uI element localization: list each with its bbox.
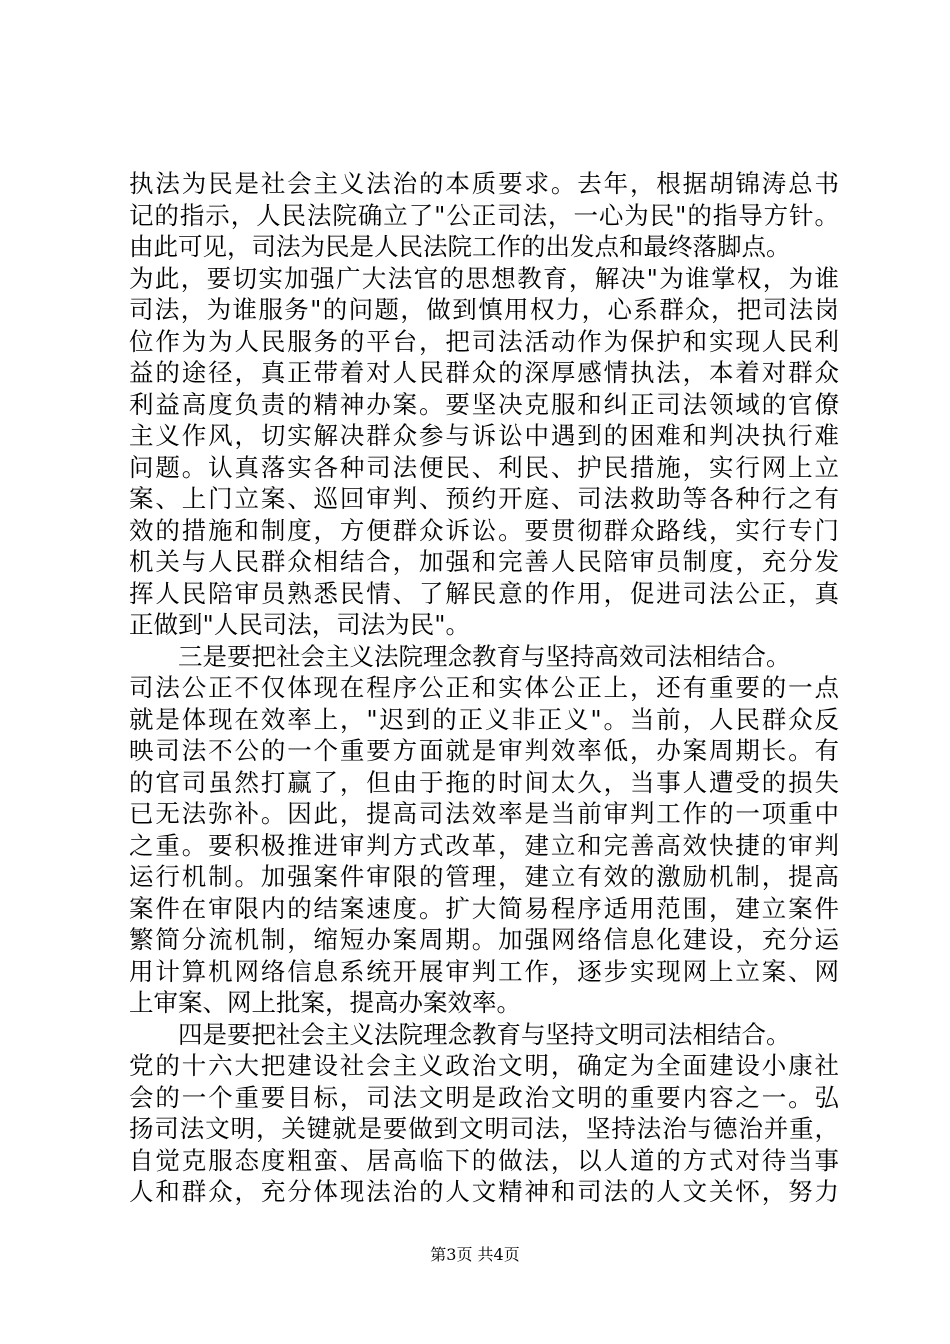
- text-line: 案件在审限内的结案速度。扩大简易程序适用范围，建立案件: [129, 893, 839, 923]
- text-line: 就是体现在效率上，"迟到的正义非正义"。当前，人民群众反: [129, 704, 839, 734]
- text-line: 的官司虽然打赢了，但由于拖的时间太久，当事人遭受的损失: [129, 767, 839, 797]
- text-line: 效的措施和制度，方便群众诉讼。要贯彻群众路线，实行专门: [129, 515, 839, 545]
- text-line: 自觉克服态度粗蛮、居高临下的做法，以人道的方式对待当事: [129, 1145, 839, 1175]
- text-line: 映司法不公的一个重要方面就是审判效率低，办案周期长。有: [129, 736, 839, 765]
- text-line: 案、上门立案、巡回审判、预约开庭、司法救助等各种行之有: [129, 484, 839, 513]
- text-line: 之重。要积极推进审判方式改革，建立和完善高效快捷的审判: [129, 830, 839, 860]
- text-line: 会的一个重要目标，司法文明是政治文明的重要内容之一。弘: [129, 1082, 839, 1112]
- text-line: 党的十六大把建设社会主义政治文明，确定为全面建设小康社: [129, 1051, 839, 1080]
- text-line: 人和群众，充分体现法治的人文精神和司法的人文关怀，努力: [129, 1177, 839, 1206]
- text-line: 运行机制。加强案件审限的管理，建立有效的激励机制，提高: [129, 862, 839, 891]
- text-line: 由此可见，司法为民是人民法院工作的出发点和最终落脚点。: [129, 232, 791, 261]
- text-line: 司法公正不仅体现在程序公正和实体公正上，还有重要的一点: [129, 673, 839, 702]
- text-line: 位作为为人民服务的平台，把司法活动作为保护和实现人民利: [129, 326, 839, 356]
- text-line: 为此，要切实加强广大法官的思想教育，解决"为谁掌权，为谁: [129, 263, 839, 293]
- text-line: 三是要把社会主义法院理念教育与坚持高效司法相结合。: [178, 641, 791, 671]
- text-line: 益的途径，真正带着对人民群众的深厚感情执法，本着对群众: [129, 358, 839, 387]
- body-text: [129, 168, 839, 1208]
- text-line: 司法，为谁服务"的问题，做到慎用权力，心系群众，把司法岗: [129, 295, 839, 324]
- text-line: 四是要把社会主义法院理念教育与坚持文明司法相结合。: [178, 1019, 791, 1049]
- text-line: 主义作风，切实解决群众参与诉讼中遇到的困难和判决执行难: [129, 421, 839, 450]
- text-line: 执法为民是社会主义法治的本质要求。去年，根据胡锦涛总书: [129, 169, 839, 198]
- text-line: 利益高度负责的精神办案。要坚决克服和纠正司法领域的官僚: [129, 389, 839, 419]
- text-line: 机关与人民群众相结合，加强和完善人民陪审员制度，充分发: [129, 547, 839, 576]
- text-line: 已无法弥补。因此，提高司法效率是当前审判工作的一项重中: [129, 799, 839, 828]
- text-line: 正做到"人民司法，司法为民"。: [129, 610, 471, 639]
- page-footer: 第3页 共4页: [430, 1245, 520, 1264]
- text-line: 记的指示，人民法院确立了"公正司法，一心为民"的指导方针。: [129, 200, 839, 230]
- text-line: 用计算机网络信息系统开展审判工作，逐步实现网上立案、网: [129, 956, 839, 986]
- text-line: 挥人民陪审员熟悉民情、了解民意的作用，促进司法公正，真: [129, 578, 839, 608]
- text-line: 问题。认真落实各种司法便民、利民、护民措施，实行网上立: [129, 452, 839, 482]
- text-line: 扬司法文明，关键就是要做到文明司法，坚持法治与德治并重，: [129, 1114, 839, 1143]
- text-line: 繁简分流机制，缩短办案周期。加强网络信息化建设，充分运: [129, 925, 839, 954]
- text-line: 上审案、网上批案，提高办案效率。: [129, 988, 521, 1017]
